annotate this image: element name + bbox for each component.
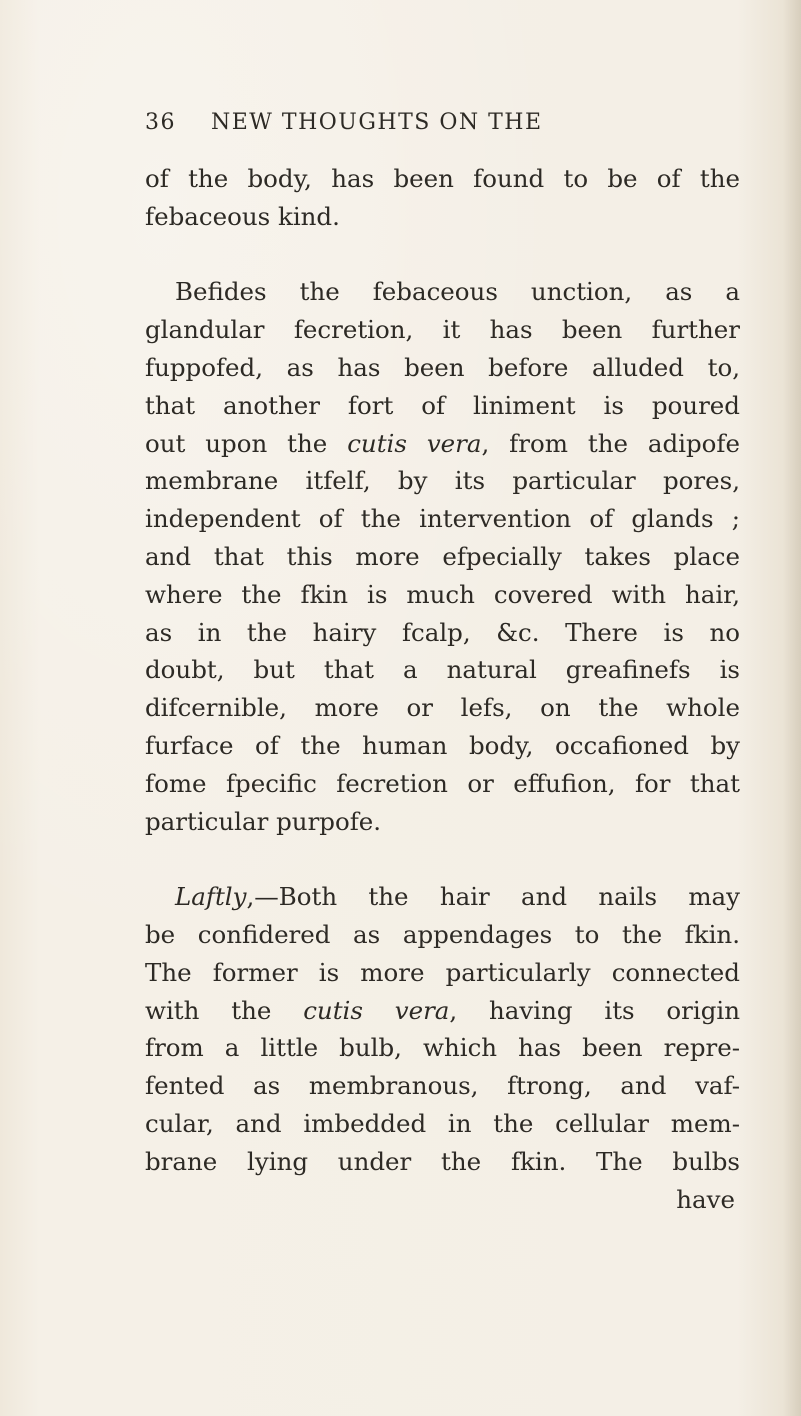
- catchword: have: [676, 1184, 735, 1214]
- text-line: The former is more particularly connected: [145, 957, 740, 987]
- text-line: febaceous kind.: [145, 201, 340, 231]
- text-line: that another fort of liniment is poured: [145, 390, 740, 420]
- text-run: out upon the: [145, 428, 348, 458]
- text-line: as in the hairy fcalp, &c. There is no: [145, 617, 740, 647]
- text-run: with the: [145, 995, 304, 1025]
- text-line: cular, and imbedded in the cellular mem-: [145, 1108, 740, 1138]
- running-head: NEW THOUGHTS ON THE: [211, 110, 543, 135]
- paragraph-gap: [145, 840, 740, 878]
- text-line: membrane itfelf, by its particular pores,: [145, 466, 740, 496]
- paragraph-gap: [145, 236, 740, 274]
- italic-text: Laftly: [175, 882, 247, 912]
- text-line: fuppofed, as has been before alluded to,: [145, 352, 740, 382]
- page-number: 36: [145, 110, 176, 135]
- text-line: doubt, but that a natural greafinefs is: [145, 655, 740, 685]
- italic-text: cutis vera: [303, 995, 450, 1025]
- text-line: from a little bulb, which has been repre-: [145, 1033, 740, 1063]
- text-line: particular purpofe.: [145, 806, 382, 836]
- text-line: be confidered as appendages to the fkin.: [145, 919, 740, 949]
- text-line: [145, 992, 740, 1030]
- text-line: independent of the intervention of glands ;: [145, 504, 740, 534]
- text-line: glandular fecretion, it has been further: [145, 315, 740, 345]
- text-line: Befides the febaceous unction, as a: [175, 277, 740, 307]
- text-line: [145, 425, 740, 463]
- text-run: , having its origin: [449, 995, 740, 1025]
- text-run: ,—Both the hair and nails may: [246, 882, 740, 912]
- text-line: [145, 878, 740, 916]
- text-line: fented as membranous, ftrong, and vaf-: [145, 1071, 740, 1101]
- text-line: brane lying under the fkin. The bulbs: [145, 1146, 740, 1176]
- page-header: [145, 110, 735, 140]
- text-line: of the body, has been found to be of the: [145, 164, 740, 193]
- text-line: furface of the human body, occafioned by: [145, 730, 740, 760]
- text-line: fome fpecific fecretion or effufion, for that: [145, 768, 740, 798]
- text-line: difcernible, more or lefs, on the whole: [145, 693, 740, 723]
- body-text: [145, 160, 740, 1218]
- text-run: , from the adipofe: [481, 428, 740, 458]
- text-line: and that this more efpecially takes place: [145, 541, 740, 571]
- italic-text: cutis vera: [347, 428, 482, 458]
- page-edge-shadow: [783, 0, 801, 1416]
- text-line: where the fkin is much covered with hair,: [145, 579, 740, 609]
